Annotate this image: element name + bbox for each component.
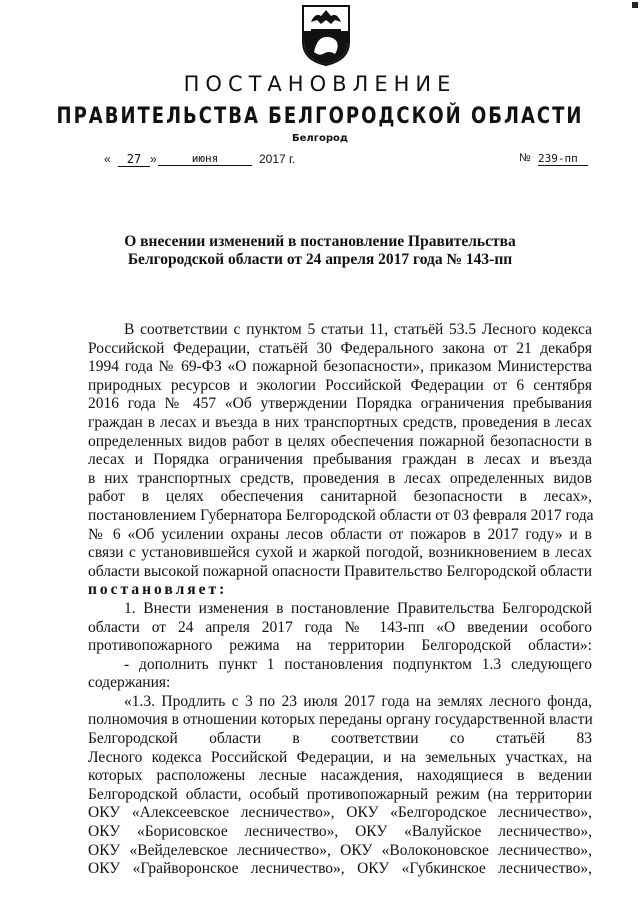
text-line: постановлением Губернатора Белгородской области от 03 февраля 2017 года bbox=[88, 506, 594, 524]
date-year: 2017 г. bbox=[259, 152, 296, 166]
date-close-quote: » bbox=[150, 152, 157, 166]
document-number-label: № bbox=[519, 152, 531, 164]
text-line: области от 24 апреля 2017 года № 143-пп «О введении особого bbox=[88, 618, 592, 636]
document-title-line: О внесении изменений в постановление Правительства bbox=[124, 233, 516, 250]
city-name: Белгород bbox=[292, 133, 348, 144]
text-line: - дополнить пункт 1 постановления подпунктом 1.3 следующего bbox=[124, 655, 592, 673]
item-1-3-paragraph bbox=[88, 693, 592, 879]
text-line: работ в целях обеспечения санитарной безопасности в лесах», bbox=[88, 488, 592, 506]
text-line: Лесного кодекса Российской Федерации, и на земельных участках, на bbox=[88, 748, 592, 766]
text-line: ОКУ «Грайворонское лесничество», ОКУ «Губкинское лесничество», bbox=[88, 860, 592, 878]
preamble-paragraph bbox=[88, 321, 592, 581]
text-line: ОКУ «Вейделевское лесничество», ОКУ «Волоконовское лесничество», bbox=[88, 841, 592, 859]
text-line: № 6 «Об усилении охраны лесов области от пожаров в 2017 году» и в bbox=[88, 525, 592, 543]
text-line: В соответствии с пунктом 5 статьи 11, статьёй 53.5 Лесного кодекса bbox=[124, 321, 592, 338]
date-month: июня bbox=[158, 152, 252, 166]
resolves-word: постановляет: bbox=[88, 581, 228, 599]
text-line: природных ресурсов и экологии Российской Федерации от 6 сентября bbox=[88, 376, 592, 394]
document-number: 239-пп bbox=[538, 152, 588, 166]
text-line: 2016 года № 457 «Об утверждении Порядка ограничения пребывания bbox=[88, 395, 592, 413]
text-line: полномочия в отношении которых переданы органу государственной власти bbox=[88, 711, 593, 729]
date-day: 27 bbox=[118, 152, 150, 167]
document-type-heading: ПОСТАНОВЛЕНИЕ bbox=[183, 72, 457, 96]
text-line: которых расположены лесные насаждения, находящиеся в ведении bbox=[88, 767, 592, 785]
text-line: области высокой пожарной опасности Правительство Белгородской области bbox=[88, 562, 592, 580]
text-line: 1994 года № 69-ФЗ «О пожарной безопасности», приказом Министерства bbox=[88, 358, 592, 376]
issuing-authority-heading: ПРАВИТЕЛЬСТВА БЕЛГОРОДСКОЙ ОБЛАСТИ bbox=[56, 103, 584, 130]
date-open-quote: « bbox=[104, 152, 111, 166]
text-line: в них транспортных средств, проведения в лесах определенных видов bbox=[88, 469, 592, 487]
text-line: Российской Федерации, статьёй 30 Федерального закона от 21 декабря bbox=[88, 339, 592, 357]
belgorod-coat-of-arms-icon bbox=[301, 4, 351, 66]
document-title-line: Белгородской области от 24 апреля 2017 года № 143-пп bbox=[127, 251, 513, 268]
text-line: определенных видов работ в целях обеспечения пожарной безопасности в bbox=[88, 432, 592, 450]
document-body bbox=[88, 321, 592, 879]
text-line: лесах и Порядка ограничения пребывания граждан в лесах и въезда bbox=[88, 451, 592, 469]
document-title bbox=[0, 233, 640, 269]
item-1-subclause bbox=[88, 656, 592, 693]
item-1-paragraph bbox=[88, 600, 592, 656]
text-line: связи с установившейся сухой и жаркой погодой, возникновением в лесах bbox=[88, 544, 592, 562]
text-line: 1. Внести изменения в постановление Правительства Белгородской bbox=[124, 599, 592, 617]
text-line: Белгородской области в соответствии со статьёй 83 bbox=[88, 730, 592, 748]
text-line: граждан в лесах и въезда в них транспортных средств, проведения в лесах bbox=[88, 413, 592, 431]
text-line: ОКУ «Алексеевское лесничество», ОКУ «Белгородское лесничество», bbox=[88, 804, 592, 822]
text-line: ОКУ «Борисовское лесничество», ОКУ «Валуйское лесничество», bbox=[88, 823, 592, 841]
text-line: противопожарного режима на территории Белгородской области»: bbox=[88, 637, 592, 655]
text-line: «1.3. Продлить с 3 по 23 июля 2017 года на землях лесного фонда, bbox=[124, 692, 592, 710]
scan-mark bbox=[632, 2, 638, 8]
text-line: содержания: bbox=[88, 674, 171, 692]
text-line: Белгородской области, особый противопожарный режим (на территории bbox=[88, 785, 592, 803]
